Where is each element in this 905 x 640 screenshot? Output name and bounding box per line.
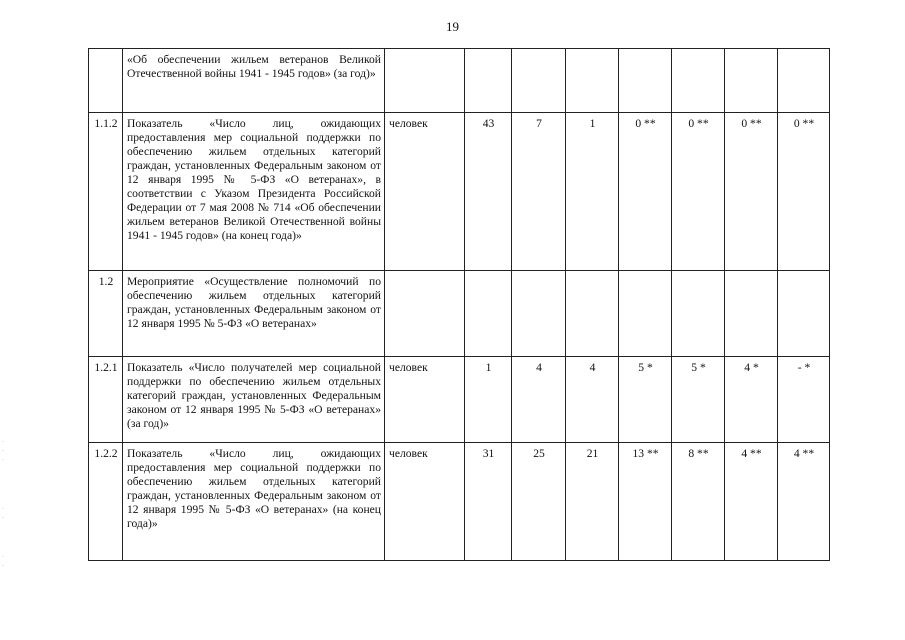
scan-mark: ·: [2, 563, 4, 570]
table-body: [89, 49, 830, 561]
value-cell: [672, 271, 725, 357]
value-cell: [465, 49, 512, 113]
value-cell: 4 *: [725, 357, 778, 443]
scan-mark: ·: [2, 439, 4, 446]
scan-mark: ·: [2, 506, 4, 513]
scan-mark: ·: [2, 448, 4, 455]
table-row: [89, 443, 830, 561]
value-cell: 8 **: [672, 443, 725, 561]
scan-mark: ·: [2, 554, 4, 561]
value-cell: 7: [512, 113, 566, 271]
value-cell: [778, 271, 830, 357]
value-cell: 0 **: [672, 113, 725, 271]
value-cell: [672, 49, 725, 113]
scan-mark: ·: [2, 515, 4, 522]
scan-mark: ·: [2, 457, 4, 464]
value-cell: [619, 49, 672, 113]
value-cell: 25: [512, 443, 566, 561]
page-number: 19: [446, 19, 459, 34]
row-number: 1.2.2: [89, 443, 123, 561]
value-cell: 4: [512, 357, 566, 443]
value-cell: [512, 49, 566, 113]
value-cell: [512, 271, 566, 357]
table-row: [89, 113, 830, 271]
value-cell: [725, 271, 778, 357]
table-row: [89, 357, 830, 443]
value-cell: [619, 271, 672, 357]
value-cell: 4 **: [725, 443, 778, 561]
row-description: Мероприятие «Осуществление полномочий по обеспечению жильем отдельных категорий граждан, установленных Федеральным законом от 12 января 1995 № 5-ФЗ «О ветеранах»: [123, 271, 385, 357]
value-cell: [778, 49, 830, 113]
row-unit: человек: [385, 357, 465, 443]
value-cell: 5 *: [619, 357, 672, 443]
value-cell: [725, 49, 778, 113]
value-cell: 0 **: [725, 113, 778, 271]
table-row: [89, 49, 830, 113]
value-cell: 31: [465, 443, 512, 561]
row-unit: человек: [385, 443, 465, 561]
value-cell: 4: [566, 357, 619, 443]
row-number: 1.2.1: [89, 357, 123, 443]
value-cell: 13 **: [619, 443, 672, 561]
value-cell: [566, 271, 619, 357]
value-cell: 21: [566, 443, 619, 561]
value-cell: 5 *: [672, 357, 725, 443]
margin-marks: [2, 438, 14, 571]
row-number: 1.1.2: [89, 113, 123, 271]
value-cell: 1: [465, 357, 512, 443]
row-description: Показатель «Число получателей мер социальной поддержки по обеспечению жильем отдельных категорий граждан, установленных Федеральным законом от 12 января 1995 № 5-ФЗ «О ветеранах» (за год)»: [123, 357, 385, 443]
row-number: [89, 49, 123, 113]
value-cell: - *: [778, 357, 830, 443]
row-description: Показатель «Число лиц, ожидающих предоставления мер социальной поддержки по обеспечению жильем отдельных категорий граждан, установленных Федеральным законом от 12 января 1995 № 5-ФЗ «О ветеранах» (на конец года)»: [123, 443, 385, 561]
row-unit: [385, 49, 465, 113]
value-cell: 4 **: [778, 443, 830, 561]
row-description: Показатель «Число лиц, ожидающих предоставления мер социальной поддержки по обеспечению жильем отдельных категорий граждан, установленных Федеральным законом от 12 января 1995 № 5-ФЗ «О ветеранах», в соответствии с Указом Президента Российской Федерации от 7 мая 2008 № 714 «Об обеспечении жильем ветеранов Великой Отечественной войны 1941 - 1945 годов» (на конец года)»: [123, 113, 385, 271]
value-cell: [566, 49, 619, 113]
row-description: «Об обеспечении жильем ветеранов Великой Отечественной войны 1941 - 1945 годов» (за год)»: [123, 49, 385, 113]
value-cell: [465, 271, 512, 357]
row-number: 1.2: [89, 271, 123, 357]
row-unit: [385, 271, 465, 357]
indicators-table: [88, 48, 830, 561]
value-cell: 1: [566, 113, 619, 271]
table-row: [89, 271, 830, 357]
row-unit: человек: [385, 113, 465, 271]
value-cell: 0 **: [778, 113, 830, 271]
value-cell: 43: [465, 113, 512, 271]
value-cell: 0 **: [619, 113, 672, 271]
